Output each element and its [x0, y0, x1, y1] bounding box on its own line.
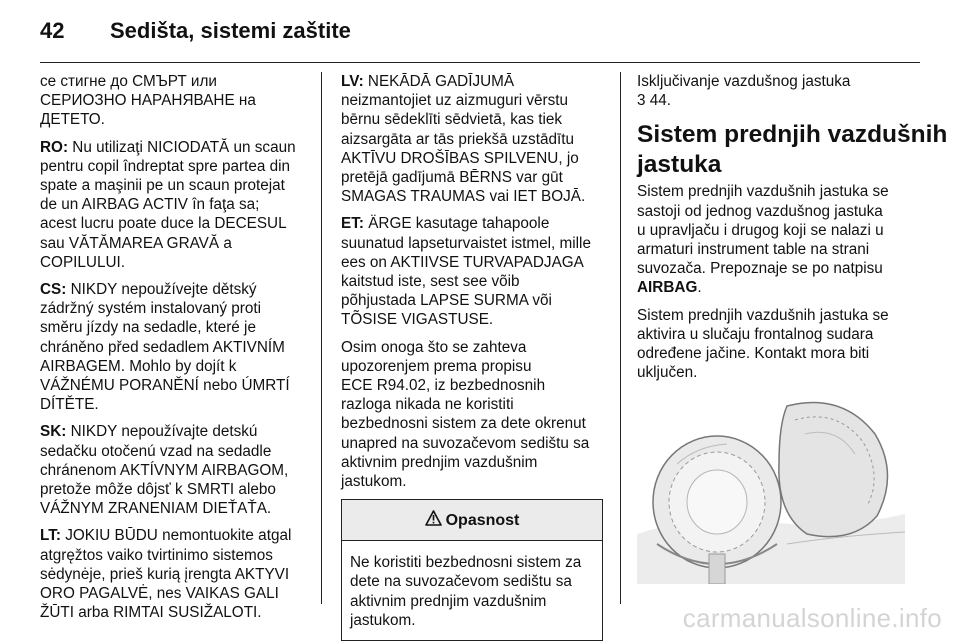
et-warning-paragraph: ET: ÄRGE kasutage tahapoole suunatud lapseturvaistet istmel, mille ees on AKTIIVSE TURVAPADJAGA kaitstud iste, sest see võib põhjustada LAPSE SURMA või TÕSISE VIGASTUSE. — [341, 215, 591, 329]
page-title: Sedišta, sistemi zaštite — [110, 18, 351, 43]
language-code: CS: — [40, 281, 67, 299]
sk-warning-paragraph: SK: NIKDY nepoužívajte detskú sedačku otočenú vzad na sedadle chránenom AKTÍVNYM AIRBAGOM, pretože môže dôjsť k SMRTI alebo VÁŽNYM ZRANENIAM DIEŤAŤA. — [40, 423, 289, 518]
warning-triangle-icon — [425, 510, 442, 530]
airbag-description-paragraph: Sistem prednjih vazdušnih jastuka se sastoji od jednog vazdušnog jastuka u upravljaču i drugog koji se nalazi u armaturi instrument table na strani suvozača. Prepoznaje se po natpisu AIRBAG. — [637, 183, 889, 297]
airbag-label: AIRBAG — [637, 279, 698, 297]
airbag-illustration-svg — [637, 394, 905, 584]
section-heading: Sistem prednjih vazdušnih jastuka — [637, 121, 948, 179]
column-divider — [620, 72, 621, 604]
danger-warning-box — [341, 499, 603, 641]
language-code: RO: — [40, 138, 69, 156]
page-header — [40, 18, 351, 52]
ro-warning-paragraph: RO: Nu utilizaţi NICIODATĂ un scaun pentru copil îndreptat spre partea din spate a maşinii pe un scaun protejat de un AIRBAG ACTIV în faţa sa; acest lucru poate duce la DECESUL sau VĂTĂMAREA GRAVĂ a COPILULUI. — [40, 138, 296, 271]
column-divider — [321, 72, 322, 604]
language-code: ET: — [341, 215, 364, 233]
ece-note-paragraph: Osim onoga što se zahteva upozorenjem prema propisu ECE R94.02, iz bezbednosnih razloga nikada ne koristiti bezbednosni sistem za dete okrenut unapred na suvozačevom sedištu sa aktivnim prednjim vazdušnim jastukom. — [341, 338, 590, 491]
airbag-activation-paragraph: Sistem prednjih vazdušnih jastuka se aktivira u slučaju frontalnog sudara određene jačine. Kontakt mora biti uključen. — [637, 306, 889, 382]
cross-reference: Isključivanje vazdušnog jastuka 3 44. — [637, 73, 851, 110]
lv-warning-paragraph: LV: NEKĀDĀ GADĪJUMĀ neizmantojiet uz aizmuguri vērstu bērnu sēdeklīti sēdvietā, kas tiek aizsargāta ar tās priekšā uzstādītu AKTĪVU DROŠĪBAS SPILVENU, jo pretējā gadījumā BĒRNS var gūt SMAGAS TRAUMAS vai IET BOJĀ. — [341, 73, 586, 206]
page-reference[interactable]: 3 44. — [637, 92, 672, 110]
warning-title: Opasnost — [445, 511, 520, 529]
middle-column — [341, 72, 603, 641]
header-rule — [40, 62, 920, 63]
right-column — [637, 72, 948, 584]
language-code: LV: — [341, 73, 364, 90]
lt-warning-paragraph: LT: JOKIU BŪDU nemontuokite atgal atgręžtos vaiko tvirtinimo sistemos sėdynėje, prieš kurią įrengta AKTYVI ORO PAGALVĖ, nes VAIKAS GALI ŽŪTI arba RIMTAI SUSIŽALOTI. — [40, 527, 292, 622]
watermark: carmanualsonline.info — [682, 603, 942, 633]
language-code: LT: — [40, 527, 61, 545]
bg-warning-paragraph: се стигне до СМЪРТ или СЕРИОЗНО НАРАНЯВАНЕ на ДЕТЕТО. — [40, 73, 256, 129]
page-number: 42 — [40, 18, 65, 43]
warning-text: Ne koristiti bezbednosni sistem za dete na suvozačevom sedištu sa aktivnim prednjim vazdušnim jastukom. — [350, 554, 582, 629]
warning-header — [342, 500, 602, 541]
left-column — [40, 72, 306, 630]
language-code: SK: — [40, 423, 67, 441]
airbag-deployment-illustration — [637, 394, 905, 584]
cs-warning-paragraph: CS: NIKDY nepoužívejte dětský zádržný systém instalovaný proti směru jízdy na sedadle, které je chráněno před sedadlem AKTIVNÍM AIRBAGEM. Mohlo by dojít k VÁŽNÉMU PORANĚNÍ nebo ÚMRTÍ DÍTĚTE. — [40, 281, 290, 414]
